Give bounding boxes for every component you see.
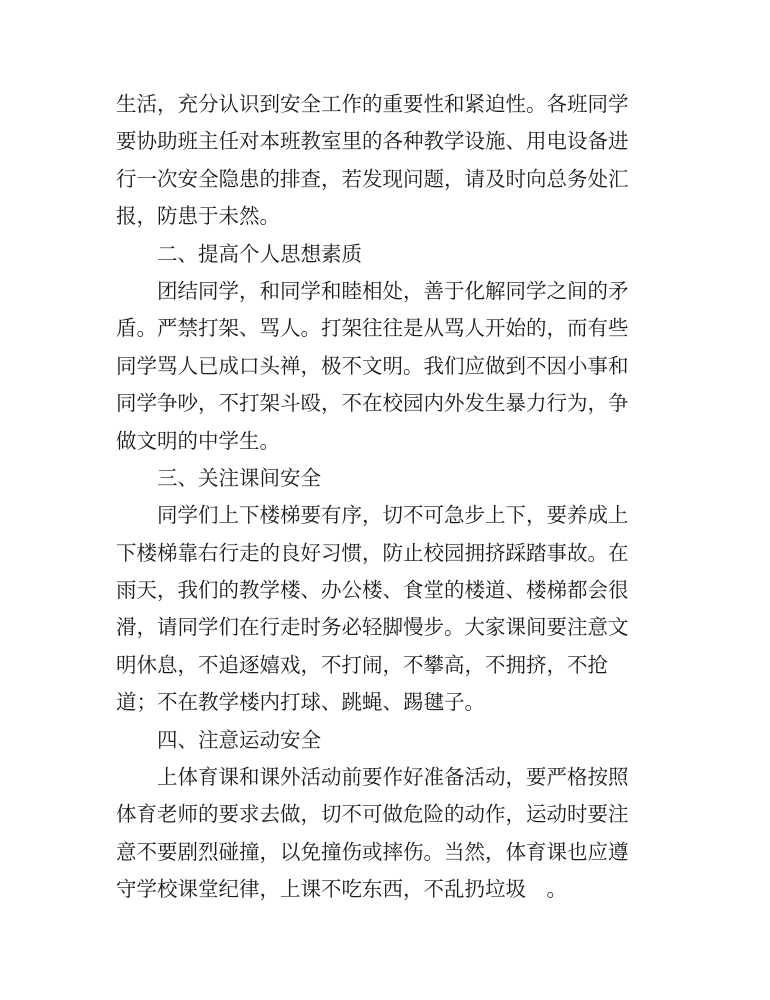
- document-body: [116, 86, 656, 909]
- text-line: 同学们上下楼梯要有序，切不可急步上下，要养成上: [157, 503, 629, 528]
- text-line: 同学骂人已成口头禅，极不文明。我们应做到不因小事和: [116, 353, 629, 378]
- text-line: 上体育课和课外活动前要作好准备活动，要严格按照: [157, 765, 629, 790]
- text-line: 滑，请同学们在行走时务必轻脚慢步。大家课间要注意文: [116, 615, 629, 640]
- text-line: 意不要剧烈碰撞，以免撞伤或摔伤。当然，体育课也应遵: [116, 839, 629, 864]
- text-line: 体育老师的要求去做，切不可做危险的动作，运动时要注: [116, 802, 629, 827]
- text-line: 下楼梯靠右行走的良好习惯，防止校园拥挤踩踏事故。在: [116, 540, 629, 565]
- text-line: 生活，充分认识到安全工作的重要性和紧迫性。各班同学: [116, 92, 629, 116]
- section-heading: 三、关注课间安全: [157, 465, 321, 490]
- text-line: 行一次安全隐患的排查，若发现问题，请及时向总务处汇: [116, 166, 629, 191]
- section-heading: 四、注意运动安全: [157, 727, 321, 752]
- text-line: 报，防患于未然。: [116, 204, 280, 229]
- text-line: 明休息，不追逐嬉戏，不打闹，不攀高，不拥挤，不抢: [116, 652, 608, 677]
- section-heading: 二、提高个人思想素质: [157, 241, 362, 266]
- text-line: 要协助班主任对本班教室里的各种教学设施、用电设备进: [116, 129, 629, 154]
- text-line: 守学校课堂纪律，上课不吃东西，不乱扔垃圾 。: [116, 877, 567, 902]
- text-line: 团结同学，和同学和睦相处，善于化解同学之间的矛: [157, 278, 629, 303]
- text-line: 同学争吵，不打架斗殴，不在校园内外发生暴力行为，争: [116, 391, 629, 416]
- text-line: 盾。严禁打架、骂人。打架往往是从骂人开始的，而有些: [116, 316, 629, 341]
- text-line: 雨天，我们的教学楼、办公楼、食堂的楼道、楼梯都会很: [116, 578, 629, 603]
- text-line: 道；不在教学楼内打球、跳蝇、踢毽子。: [116, 690, 485, 715]
- text-line: 做文明的中学生。: [116, 428, 280, 453]
